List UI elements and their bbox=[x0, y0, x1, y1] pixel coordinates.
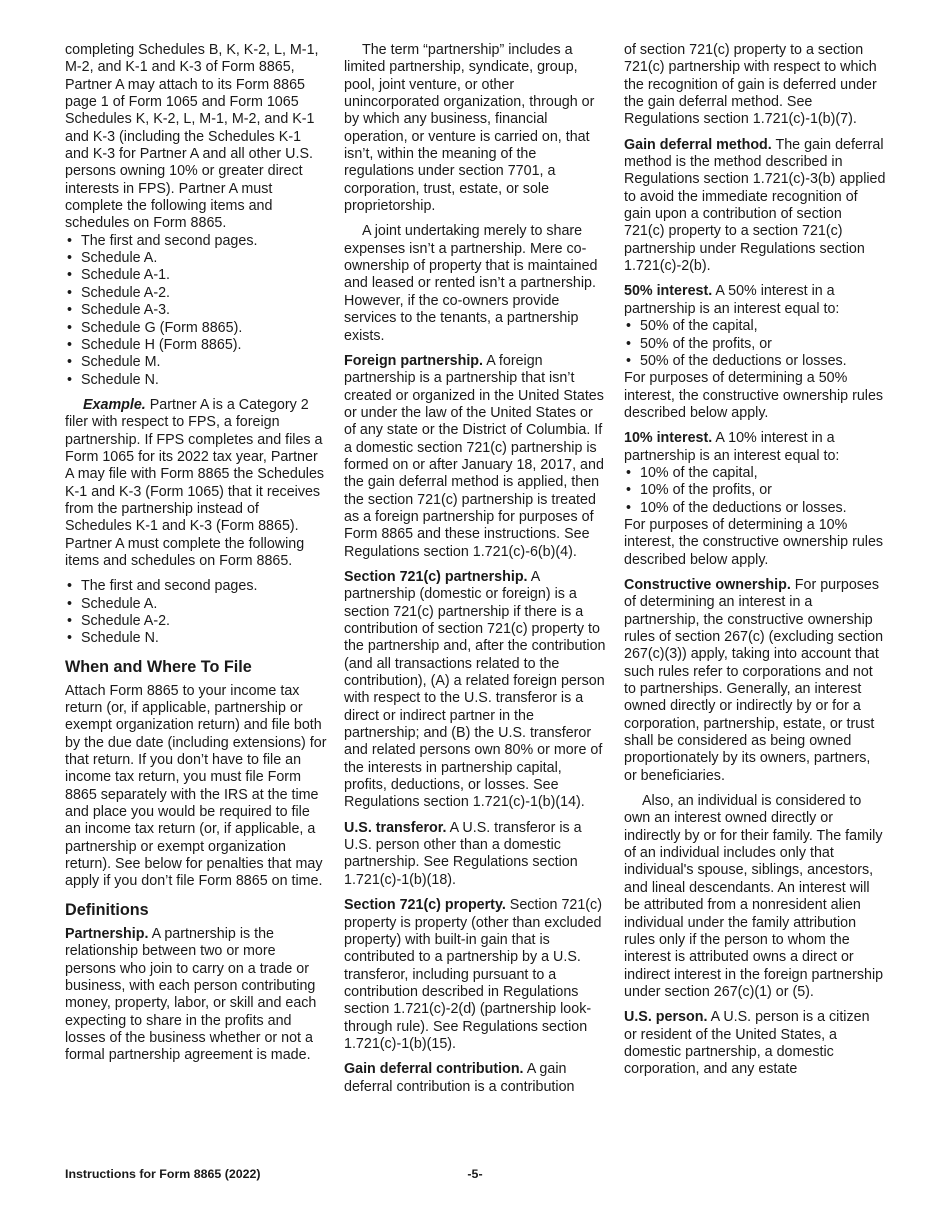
partnership-label: Partnership. bbox=[65, 925, 149, 942]
term-partnership-paragraph: The term “partnership” includes a limited partnership, syndicate, group, pool, joint venture, or other unincorporated organization, through or by which any business, financial operation, or venture is carried on, that isn’t, within the meaning of the regulations under section 7701, a corporation, trust, estate, or sole proprietorship. bbox=[344, 42, 595, 215]
section-721c-partnership-text: A partnership (domestic or foreign) is a section 721(c) partnership if there is a contribution of section 721(c) property to the partnership and, after the contribution (and all transactions related to the contribution), (A) a related foreign person with respect to the U.S. transferor is a direct or indirect partner in the partnership; and (B) the U.S. transferor and related persons own 80% or more of the interests in partnership capital, profits, deductions, or losses. See Regulations section 1.721(c)-1(b)(14). bbox=[344, 568, 606, 811]
list-item bbox=[624, 336, 886, 353]
list-item-text: 10% of the deductions or losses. bbox=[640, 499, 847, 516]
constructive-ownership-label: Constructive ownership. bbox=[624, 576, 791, 593]
bullet-icon: • bbox=[626, 499, 632, 516]
list-item bbox=[65, 320, 327, 337]
partnership-text: A partnership is the relationship between two or more persons who join to carry on a trade or business, with each person contributing money, property, labor, or skill and each expecting to share in the profits and losses of the business whether or not a formal partnership agreement is made. bbox=[65, 925, 317, 1064]
constructive-ownership-paragraph bbox=[624, 577, 886, 785]
gain-deferral-contribution-label: Gain deferral contribution. bbox=[344, 1061, 524, 1078]
col1-intro-paragraph: completing Schedules B, K, K-2, L, M-1, M-2, and K-1 and K-3 of Form 8865, Partner A may attach to its Form 8865 page 1 of Form 1065 and Form 1065 Schedules K, K-2, L, M-1, M-2, and K-1 and K-3 (including the Schedules K-1 and K-3 for Partner A and all other U.S. persons owning 10% or greater direct interests in FPS). Partner A must complete the following items and schedules on Form 8865. bbox=[65, 42, 319, 232]
bullet-icon: • bbox=[67, 630, 73, 647]
list-item bbox=[624, 500, 886, 517]
when-where-heading: When and Where To File bbox=[65, 657, 252, 676]
example-paragraph bbox=[65, 397, 327, 570]
bullet-icon: • bbox=[626, 352, 632, 369]
list-item bbox=[65, 596, 327, 613]
section-721c-property-text: Section 721(c) property is property (other than excluded property) with built-in gain that is contributed to a partnership by a U.S. transferor, including pursuant to a contribution described in Regulations section 1.721(c)-2(d) (partnership look-through rule). See Regulations section 1.721(c)-1(b)(15). bbox=[344, 897, 602, 1052]
ten-interest-paragraph bbox=[624, 430, 886, 465]
fifty-interest-paragraph bbox=[624, 283, 886, 318]
list-item-text: Schedule N. bbox=[81, 630, 159, 647]
list-item-text: 10% of the capital, bbox=[640, 464, 758, 481]
us-transferor-label: U.S. transferor. bbox=[344, 819, 447, 836]
list-item bbox=[624, 465, 886, 482]
gain-deferral-method-paragraph bbox=[624, 137, 886, 276]
list-item bbox=[624, 353, 886, 370]
section-721c-partnership-label: Section 721(c) partnership. bbox=[344, 568, 528, 585]
foreign-partnership-label: Foreign partnership. bbox=[344, 352, 484, 369]
foreign-partnership-paragraph bbox=[344, 353, 606, 561]
section-721c-property-paragraph bbox=[344, 897, 606, 1053]
bullet-icon: • bbox=[626, 464, 632, 481]
ten-interest-text: A 10% interest in a partnership is an interest equal to: bbox=[624, 430, 840, 464]
col1-list-2 bbox=[65, 578, 327, 647]
list-item-text: Schedule A-2. bbox=[81, 284, 171, 301]
list-item-text: Schedule N. bbox=[81, 371, 159, 388]
list-item bbox=[65, 250, 327, 267]
list-item-text: The first and second pages. bbox=[81, 578, 258, 595]
list-item-text: Schedule A. bbox=[81, 250, 158, 267]
list-item-text: Schedule M. bbox=[81, 354, 161, 371]
list-item-text: Schedule A-1. bbox=[81, 267, 171, 284]
bullet-icon: • bbox=[67, 232, 73, 249]
bullet-icon: • bbox=[626, 482, 632, 499]
list-item-text: Schedule A-2. bbox=[81, 613, 171, 629]
column-3 bbox=[624, 42, 886, 1087]
definitions-heading: Definitions bbox=[65, 900, 149, 919]
example-text: Partner A is a Category 2 filer with respect to FPS, a foreign partnership. If FPS completes and files a Form 1065 for its 2022 tax year, Partner A may file with Form 8865 the Schedules K-1 and K-3 (Form 1065) that it receives from the partnership instead of Schedules K-1 and K-3 (Form 8865). Partner A must complete the following items and schedules on Form 8865. bbox=[65, 396, 325, 569]
example-label: Example. bbox=[83, 396, 146, 413]
fifty-interest-after: For purposes of determining a 50% interest, the constructive ownership rules described below apply. bbox=[624, 370, 884, 421]
footer-page-number: -5- bbox=[467, 1167, 483, 1181]
list-item bbox=[65, 354, 327, 371]
bullet-icon: • bbox=[67, 595, 73, 612]
gain-deferral-method-text: The gain deferral method is the method described in Regulations section 1.721(c)-3(b) applied to avoid the immediate recognition of gain upon a contribution of section 721(c) property to a section 721(c) partnership under Regulations section 1.721(c)-2(b). bbox=[624, 136, 886, 275]
list-item-text: Schedule A. bbox=[81, 595, 158, 612]
bullet-icon: • bbox=[67, 267, 73, 284]
us-transferor-text: A U.S. transferor is a U.S. person other than a domestic partnership. See Regulations section 1.721(c)-1(b)(18). bbox=[344, 819, 582, 888]
list-item-text: 50% of the deductions or losses. bbox=[640, 352, 847, 369]
list-item-text: 10% of the profits, or bbox=[640, 482, 772, 499]
list-item bbox=[65, 337, 327, 354]
bullet-icon: • bbox=[626, 335, 632, 352]
list-item bbox=[65, 630, 327, 647]
bullet-icon: • bbox=[67, 578, 73, 595]
list-item-text: 50% of the capital, bbox=[640, 318, 758, 335]
list-item bbox=[624, 482, 886, 499]
footer-form-title: Instructions for Form 8865 (2022) bbox=[65, 1167, 261, 1181]
us-transferor-paragraph bbox=[344, 820, 606, 889]
joint-undertaking-paragraph: A joint undertaking merely to share expenses isn’t a partnership. Mere co-ownership of property that is maintained and leased or rented isn’t a partnership. However, if the co-owners provide services to the tenants, a partnership exists. bbox=[344, 223, 598, 344]
list-item bbox=[624, 318, 886, 335]
foreign-partnership-text: A foreign partnership is a partnership that isn’t created or organized in the United States or under the law of the United States or of any state or the District of Columbia. If a domestic section 721(c) partnership is formed on or after January 18, 2017, and the gain deferral method is applied, then the section 721(c) partnership is treated as a foreign partnership for purposes of Form 8865 and these instructions. See Regulations section 1.721(c)-6(b)(4). bbox=[344, 352, 604, 560]
list-item-text: The first and second pages. bbox=[81, 232, 258, 249]
fifty-interest-text: A 50% interest in a partnership is an interest equal to: bbox=[624, 283, 840, 317]
list-item bbox=[65, 578, 327, 595]
list-item bbox=[65, 233, 327, 250]
column-1 bbox=[65, 42, 327, 1073]
column-2 bbox=[344, 42, 606, 1104]
partnership-paragraph bbox=[65, 926, 327, 1065]
bullet-icon: • bbox=[67, 336, 73, 353]
bullet-icon: • bbox=[67, 250, 73, 267]
bullet-icon: • bbox=[67, 354, 73, 371]
bullet-icon: • bbox=[67, 302, 73, 319]
list-item-text: Schedule G (Form 8865). bbox=[81, 319, 243, 336]
gain-deferral-contribution-paragraph bbox=[344, 1061, 606, 1096]
when-where-paragraph: Attach Form 8865 to your income tax return (or, if applicable, partnership or exempt organization return) and file both by the due date (including extensions) for that return. If you don’t have to file an income tax return, you must file Form 8865 separately with the IRS at the time and place you would be required to file an income tax return (or, if applicable, a partnership or exempt organization return). See below for penalties that may apply if you don’t file Form 8865 on time. bbox=[65, 682, 327, 890]
col1-list-1 bbox=[65, 233, 327, 389]
list-item-text: Schedule H (Form 8865). bbox=[81, 336, 242, 353]
list-item bbox=[65, 613, 327, 630]
bullet-icon: • bbox=[67, 613, 73, 629]
us-person-label: U.S. person. bbox=[624, 1009, 708, 1026]
bullet-icon: • bbox=[67, 284, 73, 301]
fifty-interest-label: 50% interest. bbox=[624, 283, 713, 300]
ten-interest-after: For purposes of determining a 10% interest, the constructive ownership rules described below apply. bbox=[624, 516, 884, 568]
list-item bbox=[65, 267, 327, 284]
list-item bbox=[65, 302, 327, 319]
ten-interest-list bbox=[624, 465, 886, 517]
section-721c-property-label: Section 721(c) property. bbox=[344, 897, 506, 914]
family-attribution-paragraph: Also, an individual is considered to own an interest owned directly or indirectly by or for their family. The family of an individual includes only that individual's spouse, siblings, ancestors, and lineal descendants. An interest will be attributed from a nonresident alien individual under the family attribution rules only if the person to whom the interest is attributed owns a direct or indirect interest in the foreign partnership under section 267(c)(1) or (5). bbox=[624, 793, 884, 1000]
list-item bbox=[65, 372, 327, 389]
list-item-text: Schedule A-3. bbox=[81, 302, 171, 319]
fifty-interest-list bbox=[624, 318, 886, 370]
ten-interest-label: 10% interest. bbox=[624, 430, 713, 447]
us-person-paragraph bbox=[624, 1009, 886, 1078]
section-721c-partnership-paragraph bbox=[344, 569, 606, 812]
bullet-icon: • bbox=[626, 318, 632, 335]
us-person-text: A U.S. person is a citizen or resident of the United States, a domestic partnership, a domestic corporation, and any estate bbox=[624, 1009, 870, 1078]
bullet-icon: • bbox=[67, 371, 73, 388]
gain-deferral-method-label: Gain deferral method. bbox=[624, 136, 772, 153]
bullet-icon: • bbox=[67, 319, 73, 336]
constructive-ownership-text: For purposes of determining an interest in a partnership, the constructive ownership rules of section 267(c) (excluding section 267(c)(3)) apply, taking into account that such rules refer to corporations and not to partnerships. Generally, an interest owned directly or indirectly by or for a corporation, partnership, estate, or trust shall be considered as being owned proportionately by its owners, partners, or beneficiaries. bbox=[624, 576, 884, 784]
list-item bbox=[65, 285, 327, 302]
col3-continuation-paragraph: of section 721(c) property to a section 721(c) partnership with respect to which the recognition of gain is deferred under the gain deferral method. See Regulations section 1.721(c)-1(b)(7). bbox=[624, 42, 877, 128]
list-item-text: 50% of the profits, or bbox=[640, 335, 772, 352]
gain-deferral-contribution-text: A gain deferral contribution is a contribution bbox=[344, 1061, 575, 1095]
